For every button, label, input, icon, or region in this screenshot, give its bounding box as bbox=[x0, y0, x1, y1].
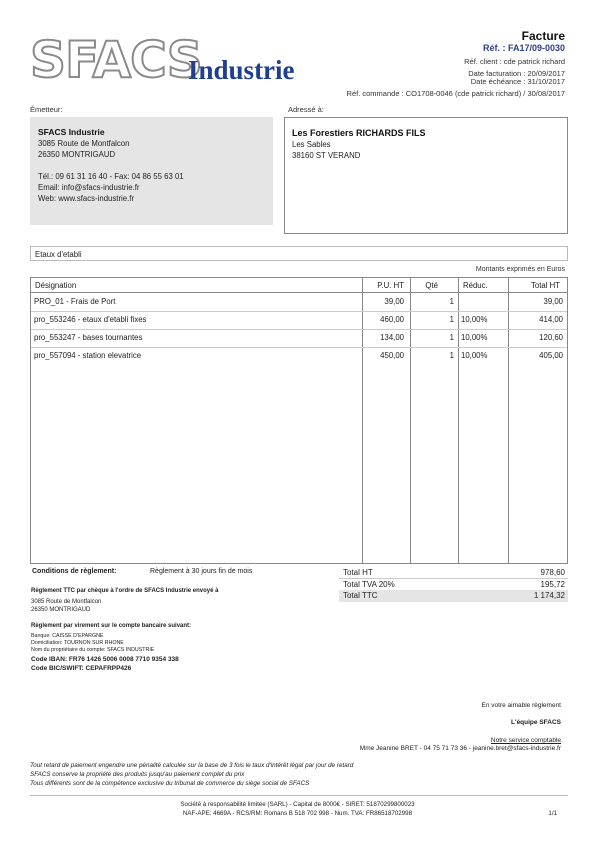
due-date: Date échéance : 31/10/2017 bbox=[470, 77, 565, 86]
row-quantity: 1 bbox=[449, 333, 454, 342]
row-divider bbox=[31, 347, 567, 348]
recipient-name: Les Forestiers RICHARDS FILS bbox=[292, 128, 426, 138]
column-divider bbox=[410, 278, 411, 563]
cheque-address1: 3085 Route de Montfalcon bbox=[31, 599, 102, 605]
row-unit-price: 450,00 bbox=[380, 351, 404, 360]
footer-registration: NAF-APE: 4669A - RCS/RM: Romans B 518 702 998 - Num. TVA: FR86518702998 bbox=[182, 810, 413, 817]
cheque-address2: 26350 MONTRIGAUD bbox=[31, 607, 91, 613]
row-discount: 10,00% bbox=[461, 333, 488, 342]
row-divider bbox=[31, 311, 567, 312]
column-divider bbox=[508, 278, 509, 563]
emitter-address1: 3085 Route de Montfalcon bbox=[38, 139, 130, 148]
bank-domiciliation: Domiciliation: TOURNON SUR RHONE bbox=[31, 640, 124, 646]
row-total: 39,00 bbox=[543, 297, 563, 306]
row-unit-price: 460,00 bbox=[380, 315, 404, 324]
logo-brand: SFACS bbox=[30, 31, 202, 89]
row-designation: pro_553246 - etaux d'etabli fixes bbox=[34, 315, 147, 324]
header-unit-price: P.U. HT bbox=[377, 281, 404, 290]
row-discount: 10,00% bbox=[461, 351, 488, 360]
bic-swift: Code BIC/SWIFT: CEPAFRPP426 bbox=[31, 665, 132, 672]
row-unit-price: 39,00 bbox=[384, 297, 404, 306]
total-ttc-label: Total TTC bbox=[343, 591, 378, 600]
logo-subtitle: Industrie bbox=[188, 55, 295, 85]
row-discount: 10,00% bbox=[461, 315, 488, 324]
total-ttc-value: 1 174,32 bbox=[533, 591, 565, 600]
document-title: Facture bbox=[521, 29, 565, 43]
row-total: 120,60 bbox=[539, 333, 563, 342]
emitter-box bbox=[30, 117, 273, 225]
footer-divider bbox=[30, 795, 568, 796]
total-tva-row bbox=[339, 579, 568, 591]
transfer-instructions: Règlement par virement sur le compte bancaire suivant: bbox=[31, 623, 192, 629]
company-logo bbox=[30, 33, 320, 87]
payment-terms-label: Conditions de règlement: bbox=[32, 568, 117, 575]
page-number: 1/1 bbox=[548, 810, 557, 817]
row-total: 414,00 bbox=[539, 315, 563, 324]
emitter-address2: 26350 MONTRIGAUD bbox=[38, 150, 116, 159]
client-ref: Réf. client : cde patrick richard bbox=[464, 57, 565, 66]
header-discount: Réduc. bbox=[463, 281, 488, 290]
row-quantity: 1 bbox=[449, 315, 454, 324]
account-owner: Nom du propriétaire du compte: SFACS INDUSTRIE bbox=[31, 647, 155, 653]
row-divider bbox=[31, 329, 567, 330]
row-quantity: 1 bbox=[449, 297, 454, 306]
row-quantity: 1 bbox=[449, 351, 454, 360]
footer-company-info: Société à responsabilité limitée (SARL) - Capital de 8000€ - SIRET: 51870299800023 bbox=[180, 801, 415, 808]
legal-line: Tout retard de paiement engendre une pénalité calculée sur la base de 3 fois le taux d'intérêt légal par jour de retard bbox=[30, 762, 354, 769]
invoice-date: Date facturation : 20/09/2017 bbox=[468, 69, 565, 78]
row-designation: pro_553247 - bases tournantes bbox=[34, 333, 143, 342]
row-total: 405,00 bbox=[539, 351, 563, 360]
header-designation: Désignation bbox=[35, 281, 77, 290]
column-divider bbox=[458, 278, 459, 563]
total-tva-value: 195,72 bbox=[540, 579, 565, 589]
currency-note: Montants exprimés en Euros bbox=[475, 266, 565, 273]
invoice-ref: Réf. : FA17/09-0030 bbox=[482, 43, 565, 53]
closing-greeting: En votre aimable règlement bbox=[481, 702, 561, 709]
header-total: Total HT bbox=[530, 281, 560, 290]
bank-name: Banque: CAISSE D'EPARGNE bbox=[31, 633, 104, 639]
header-quantity: Qté bbox=[425, 281, 438, 290]
total-ht-value: 978,60 bbox=[540, 568, 565, 577]
total-ttc-row bbox=[339, 590, 568, 602]
payment-terms-value: Règlement à 30 jours fin de mois bbox=[150, 568, 253, 575]
row-designation: pro_557094 - station elevatrice bbox=[34, 351, 142, 360]
total-ht-row bbox=[339, 567, 568, 579]
legal-line: SFACS conserve la propriété des produits jusqu'au paiement complet du prix bbox=[30, 771, 245, 778]
items-table bbox=[30, 277, 568, 564]
iban: Code IBAN: FR76 1426 5006 0008 7710 9354 338 bbox=[31, 656, 179, 663]
recipient-box bbox=[284, 117, 568, 234]
totals-block bbox=[339, 567, 568, 602]
accounting-contact: Mme Jeanine BRET - 04 75 71 73 36 - jeanine.bret@sfacs-industrie.fr bbox=[359, 745, 561, 752]
total-ht-label: Total HT bbox=[343, 568, 373, 577]
emitter-email[interactable]: Email: info@sfacs-industrie.fr bbox=[38, 183, 140, 192]
invoice-subject: Etaux d'etabli bbox=[30, 246, 568, 261]
row-unit-price: 134,00 bbox=[380, 333, 404, 342]
recipient-address1: Les Sables bbox=[292, 140, 331, 149]
row-designation: PRO_01 - Frais de Port bbox=[34, 297, 116, 306]
cheque-instructions: Règlement TTC par chèque à l'ordre de SFACS Industrie envoyé à bbox=[31, 588, 219, 594]
emitter-phone: Tél.: 09 61 31 16 40 - Fax: 04 86 55 63 01 bbox=[38, 172, 184, 181]
accounting-service: Notre service comptable bbox=[490, 737, 561, 744]
legal-line: Tous différents sont de la compétence exclusive du tribunal de commerce du siège social de SFACS bbox=[30, 780, 310, 787]
recipient-address2: 38160 ST VERAND bbox=[292, 151, 361, 160]
total-tva-label: Total TVA 20% bbox=[343, 579, 395, 589]
recipient-label: Adressé à: bbox=[288, 105, 324, 114]
emitter-label: Émetteur: bbox=[30, 105, 63, 114]
emitter-web[interactable]: Web: www.sfacs-industrie.fr bbox=[38, 194, 135, 203]
emitter-name: SFACS Industrie bbox=[38, 127, 105, 137]
team-signature: L'équipe SFACS bbox=[511, 719, 561, 726]
order-ref: Réf. commande : CO1708-0046 (cde patrick richard) / 30/08/2017 bbox=[346, 89, 565, 98]
column-divider bbox=[362, 278, 363, 563]
